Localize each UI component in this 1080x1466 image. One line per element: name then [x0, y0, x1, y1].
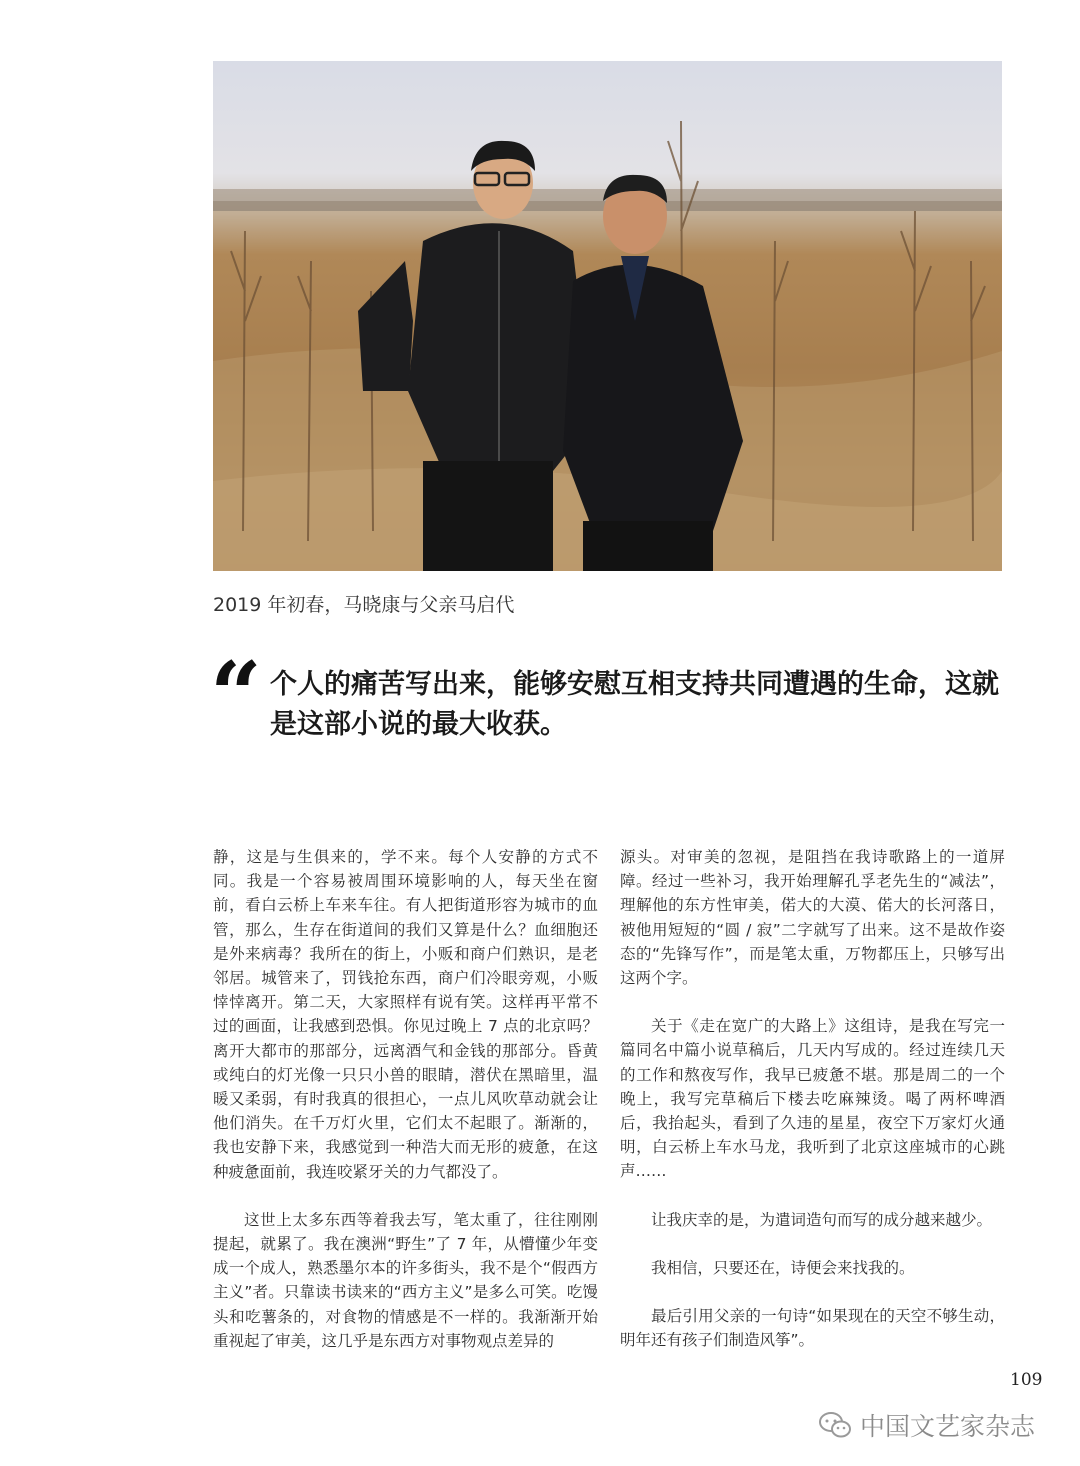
watermark: [818, 1405, 1035, 1445]
paragraph: 让我庆幸的是，为遣词造句而写的成分越来越少。: [651, 1210, 993, 1229]
paragraph: 关于《走在宽广的大路上》这组诗，是我在写完一篇同名中篇小说草稿后，几天内写成的。经过连续几天的工作和熬夜写作，我早已疲惫不堪。那是周二的一个晚上，我写完草稿后下楼去吃麻辣烫。喝了两杯啤酒后，我抬起头，看到了久违的星星，夜空下万家灯火通明，白云桥上车水马龙，我听到了北京这座城市的心跳声……: [620, 1017, 1005, 1181]
wechat-icon: [818, 1410, 852, 1440]
paragraph: 源头。对审美的忽视，是阻挡在我诗歌路上的一道屏障。经过一些补习，我开始理解孔孚老先生的“减法”，理解他的东方性审美，偌大的大漠、偌大的长河落日，被他用短短的“圆 / 寂”二字就写了出来。这不是故作姿态的“先锋写作”，而是笔太重，万物都压上，只够写出这两个字。: [620, 848, 1005, 988]
quote-mark-icon: “: [210, 642, 262, 748]
page-number: 109: [1010, 1370, 1043, 1390]
left-column: [213, 845, 598, 1353]
photo-caption: 2019 年初春，马晓康与父亲马启代: [213, 594, 515, 616]
pull-quote: 个人的痛苦写出来，能够安慰互相支持共同遭遇的生命，这就是这部小说的最大收获。: [270, 669, 999, 740]
article-photo: [213, 61, 1002, 571]
paragraph: 这世上太多东西等着我去写，笔太重了，往往刚刚提起，就累了。我在澳洲“野生”了 7 年，从懵懂少年变成一个成人，熟悉墨尔本的许多街头，我不是个“假西方主义”者。只靠读书读来的“西方主义”是多么可笑。吃馒头和吃薯条的，对食物的情感是不一样的。我渐渐开始重视起了审美，这几乎是东西方对事物观点差异的: [213, 1210, 598, 1350]
paragraph: 最后引用父亲的一句诗“如果现在的天空不够生动，明年还有孩子们制造风筝”。: [620, 1307, 1005, 1350]
paragraph: 我相信，只要还在，诗便会来找我的。: [651, 1258, 915, 1277]
right-column: [620, 845, 1005, 1352]
watermark-text: 中国文艺家杂志: [860, 1412, 1036, 1441]
photo-illustration: [213, 61, 1002, 571]
paragraph: 静，这是与生俱来的，学不来。每个人安静的方式不同。我是一个容易被周围环境影响的人，每天坐在窗前，看白云桥上车来车往。有人把街道形容为城市的血管，那么，生存在街道间的我们又算是什么？血细胞还是外来病毒？我所在的街上，小贩和商户们熟识，是老邻居。城管来了，罚钱抢东西，商户们冷眼旁观，小贩悻悻离开。第二天，大家照样有说有笑。这样再平常不过的画面，让我感到恐惧。你见过晚上 7 点的北京吗？离开大都市的那部分，远离酒气和金钱的那部分。昏黄或纯白的灯光像一只只小兽的眼睛，潜伏在黑暗里，温暖又柔弱，有时我真的很担心，一点儿风吹草动就会让他们消失。在千万灯火里，它们太不起眼了。渐渐的，我也安静下来，我感觉到一种浩大而无形的疲惫，在这种疲惫面前，我连咬紧牙关的力气都没了。: [213, 848, 598, 1181]
